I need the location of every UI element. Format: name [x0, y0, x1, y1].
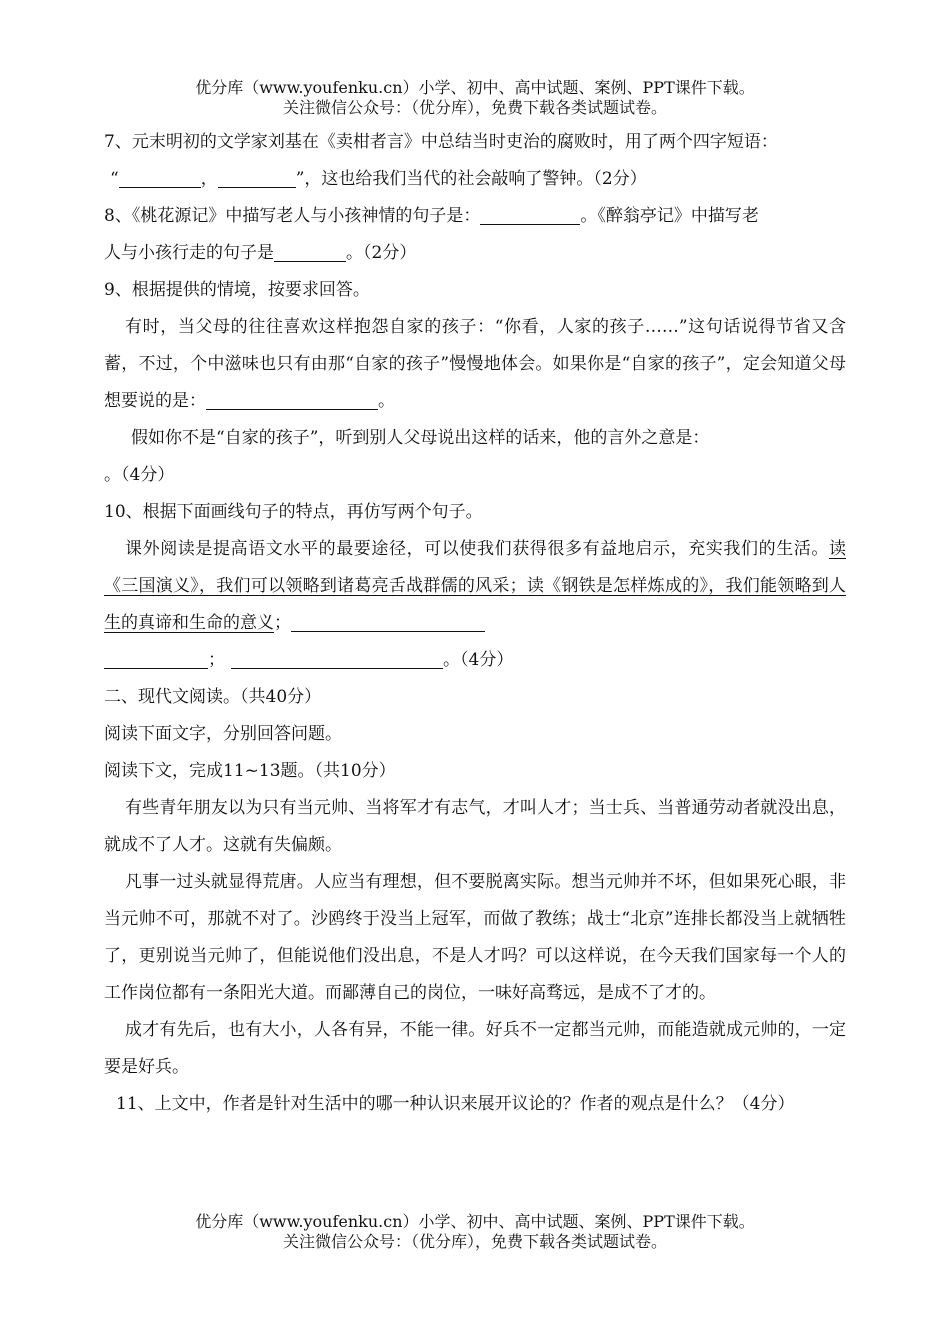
q10-blank-1-continued[interactable] [104, 646, 208, 669]
q10-separator: ； [208, 650, 225, 670]
q7-rest: ”，这也给我们当代的社会敲响了警钟。（2分） [295, 169, 647, 189]
q10-blank-2[interactable] [231, 646, 443, 669]
question-9-title: 9、根据提供的情境，按要求回答。 [104, 280, 370, 300]
question-11: 11、上文中，作者是针对生活中的哪一种认识来展开议论的？作者的观点是什么？（4分） [116, 1094, 795, 1114]
question-9-para-2: 假如你不是“自家的孩子”，听到别人父母说出这样的话来，他的言外之意是： [131, 428, 710, 448]
question-10-para [104, 531, 846, 642]
q9-blank-1[interactable] [206, 387, 378, 410]
question-10-title: 10、根据下面画线句子的特点，再仿写两个句子。 [104, 502, 483, 522]
section-2-instruction-2: 阅读下文，完成11~13题。（共10分） [104, 761, 396, 781]
question-7-line-2 [104, 161, 846, 198]
q7-blank-1[interactable] [119, 165, 201, 188]
q8-part-1: 8、《桃花源记》中描写老人与小孩神情的句子是： [104, 206, 481, 226]
section-2-instruction-1: 阅读下面文字，分别回答问题。 [104, 724, 342, 744]
footer-line-1: 优分库（www.youfenku.cn）小学、初中、高中试题、案例、PPT课件下载。 [195, 1212, 755, 1231]
q9-para-1-text: 有时，当父母的往往喜欢这样抱怨自家的孩子：“你看，人家的孩子……”这句话说得节省又含蓄，不过，个中滋味也只有由那“自家的孩子”慢慢地体会。如果你是“自家的孩子”，定会知道父母想要说的是： [104, 317, 846, 411]
question-7-line-1: 7、元末明初的文学家刘基在《卖柑者言》中总结当时吏治的腐败时，用了两个四字短语： [104, 132, 778, 152]
question-8 [104, 198, 846, 272]
q8-part-4: 。（2分） [346, 243, 417, 263]
q7-comma: ， [200, 169, 218, 189]
q9-para-1-end: 。 [378, 391, 395, 411]
question-9-para-1 [104, 309, 846, 420]
page-footer [0, 1212, 950, 1252]
footer-line-2: 关注微信公众号：（优分库），免费下载各类试题试卷。 [282, 1232, 667, 1251]
q10-intro-text: 课外阅读是提高语文水平的最要途径，可以使我们获得很多有益地启示，充实我们的生活。 [125, 539, 829, 559]
section-2-title: 二、现代文阅读。（共40分） [104, 687, 322, 707]
reading-paragraph-2: 凡事一过头就显得荒唐。人应当有理想，但不要脱离实际。想当元帅并不坏，但如果死心眼，非当元帅不可，那就不对了。沙鸥终于没当上冠军，而做了教练；战士“北京”连排长都没当上就牺牲了，更别说当元帅了，但能说他们没出息，不是人才吗？可以这样说，在今天我们国家每一个人的工作岗位都有一条阳光大道。而鄙薄自己的岗位，一味好高骛远，是成不了才的。 [104, 872, 846, 1003]
reading-paragraph-3: 成才有先后，也有大小，人各有异，不能一律。好兵不一定都当元帅，而能造就成元帅的，一定要是好兵。 [104, 1020, 846, 1077]
q10-semicolon: ； [274, 613, 291, 633]
q8-blank-2[interactable] [274, 239, 346, 262]
page-header [0, 78, 950, 118]
question-10-answer-line [104, 642, 846, 679]
document-body [104, 124, 846, 1123]
q8-part-2: 。《醉翁亭记》中描写老 [580, 206, 759, 226]
reading-paragraph-1: 有些青年朋友以为只有当元帅、当将军才有志气，才叫人才；当士兵、当普通劳动者就没出息，就成不了人才。这就有失偏颇。 [104, 798, 846, 855]
question-9-para-3: 。（4分） [104, 465, 175, 485]
q7-blank-2[interactable] [218, 165, 296, 188]
q8-blank-1[interactable] [480, 202, 580, 225]
header-line-1: 优分库（www.youfenku.cn）小学、初中、高中试题、案例、PPT课件下载。 [195, 78, 755, 97]
q8-part-3: 人与小孩行走的句子是 [104, 243, 274, 263]
q10-score: 。（4分） [443, 650, 514, 670]
q7-open-quote: “ [110, 169, 119, 189]
header-line-2: 关注微信公众号：（优分库），免费下载各类试题试卷。 [282, 98, 667, 117]
q10-underlined-sentence: 读《三国演义》，我们可以领略到诸葛亮舌战群儒的风采；读《钢铁是怎样炼成的》，我们能领略到人生的真谛和生命的意义 [104, 539, 846, 633]
q10-blank-1[interactable] [291, 609, 485, 632]
